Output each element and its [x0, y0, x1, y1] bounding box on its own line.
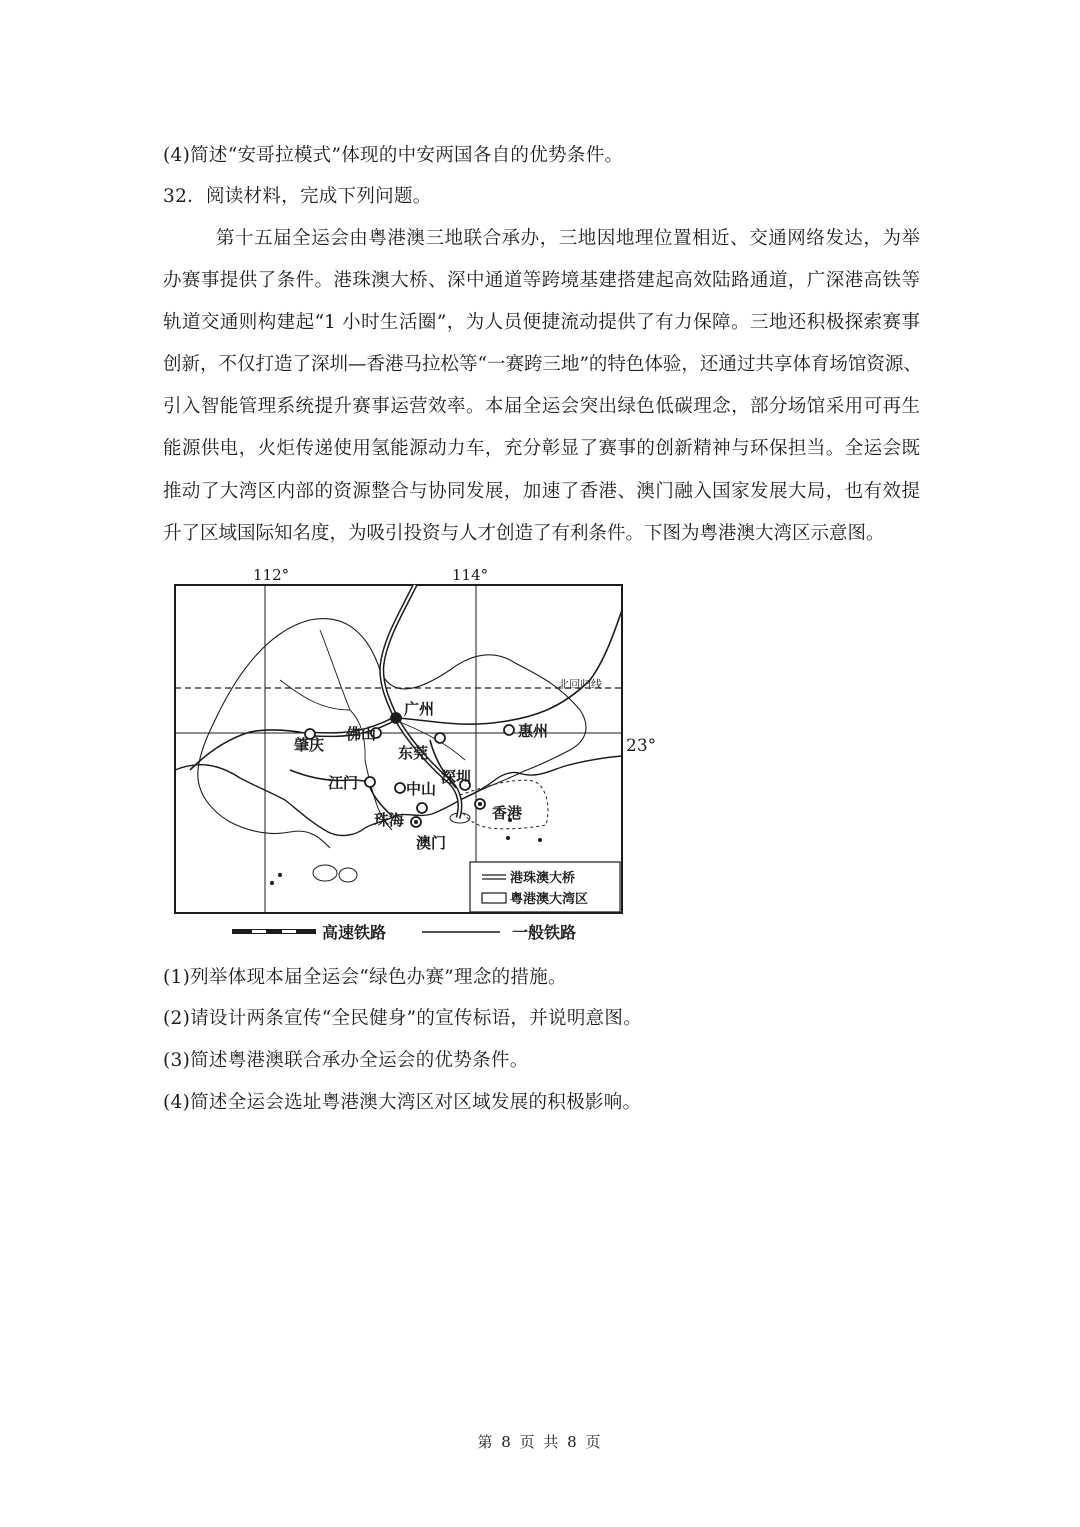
city-label-huizhou: 惠州	[518, 722, 549, 740]
city-label-macao: 澳门	[416, 834, 447, 852]
high-speed-rail-symbol-gap	[282, 930, 296, 933]
greater-bay-area-map	[160, 560, 660, 950]
city-marker-macao-dot	[414, 820, 418, 824]
paragraph-line: 升了区域国际知名度，为吸引投资与人才创造了有利条件。下图为粤港澳大湾区示意图。	[163, 523, 885, 544]
sub-question-3: (3)简述粤港澳联合承办全运会的优势条件。	[163, 1050, 529, 1071]
bottom-legend	[232, 923, 576, 942]
city-marker-huizhou	[504, 725, 514, 735]
paragraph-line: 能源供电，火炬传递使用氢能源动力车，充分彰显了赛事的创新精神与环保担当。全运会既	[163, 438, 920, 459]
city-marker-zhongshan	[395, 783, 405, 793]
legend-label-bay-area: 粤港澳大湾区	[510, 892, 589, 907]
paragraph-line: 推动了大湾区内部的资源整合与协同发展，加速了香港、澳门融入国家发展大局，也有效提	[163, 481, 920, 502]
river	[320, 630, 350, 710]
inset-legend	[470, 862, 620, 912]
legend-label-high-speed-rail: 高速铁路	[322, 923, 387, 942]
river	[280, 680, 350, 710]
sub-question-4: (4)简述全运会选址粤港澳大湾区对区域发展的积极影响。	[163, 1092, 642, 1113]
island	[313, 865, 337, 881]
page-footer: 第 8 页 共 8 页	[477, 1433, 603, 1451]
question-32-title: 32．阅读材料，完成下列问题。	[163, 186, 432, 207]
paragraph-line: 第十五届全运会由粤港澳三地联合承办，三地因地理位置相近、交通网络发达，为举	[216, 228, 920, 249]
city-label-shenzhen: 深圳	[441, 768, 472, 786]
paragraph-line: 引入智能管理系统提升赛事运营效率。本届全运会突出绿色低碳理念，部分场馆采用可再生	[163, 396, 920, 417]
bay-area-symbol	[482, 893, 506, 903]
city-label-jiangmen: 江门	[328, 774, 359, 792]
island-dot	[538, 838, 542, 842]
city-label-hongkong: 香港	[492, 804, 523, 822]
city-marker-hongkong-dot	[478, 802, 482, 806]
city-label-dongguan: 东莞	[398, 744, 429, 762]
bay-area-boundary	[220, 619, 586, 800]
high-speed-rail-symbol	[232, 929, 316, 934]
city-label-zhongshan: 中山	[406, 780, 437, 798]
city-label-zhaoqing: 肇庆	[294, 736, 325, 754]
city-label-zhuhai: 珠海	[374, 811, 405, 829]
longitude-label-114: 114°	[452, 566, 489, 584]
island-dot	[506, 836, 510, 840]
paragraph-line: 轨道交通则构建起“1 小时生活圈”，为人员便捷流动提供了有力保障。三地还积极探索赛事	[163, 312, 920, 333]
island-dot	[270, 881, 274, 885]
paragraph-line: 办赛事提供了条件。港珠澳大桥、深中通道等跨境基建搭建起高效陆路通道，广深港高铁等	[163, 270, 920, 291]
legend-label-bridge: 港珠澳大桥	[510, 871, 576, 886]
island-dot	[278, 873, 282, 877]
city-marker-zhuhai	[417, 803, 427, 813]
latitude-label-23: 23°	[626, 736, 657, 756]
city-marker-jiangmen	[365, 777, 375, 787]
prev-question-4: (4)简述“安哥拉模式”体现的中安两国各自的优势条件。	[163, 145, 624, 166]
island	[339, 868, 357, 882]
city-markers	[305, 713, 514, 827]
sub-question-1: (1)列举体现本届全运会“绿色办赛”理念的措施。	[163, 967, 567, 988]
legend-label-general-rail: 一般铁路	[512, 923, 577, 942]
city-label-guangzhou: 广州	[404, 700, 435, 718]
map-svg	[160, 560, 660, 950]
tropic-of-cancer-label: 北回归线	[558, 678, 602, 691]
city-label-foshan: 佛山	[346, 725, 377, 743]
sub-question-2: (2)请设计两条宣传“全民健身”的宣传标语，并说明意图。	[163, 1008, 643, 1029]
high-speed-rail-symbol-gap	[252, 930, 266, 933]
city-marker-dongguan	[435, 733, 445, 743]
city-marker-guangzhou	[391, 713, 401, 723]
longitude-label-112: 112°	[253, 566, 290, 584]
paragraph-line: 创新，不仅打造了深圳—香港马拉松等“一赛跨三地”的特色体验，还通过共享体育场馆资源、	[163, 354, 922, 375]
